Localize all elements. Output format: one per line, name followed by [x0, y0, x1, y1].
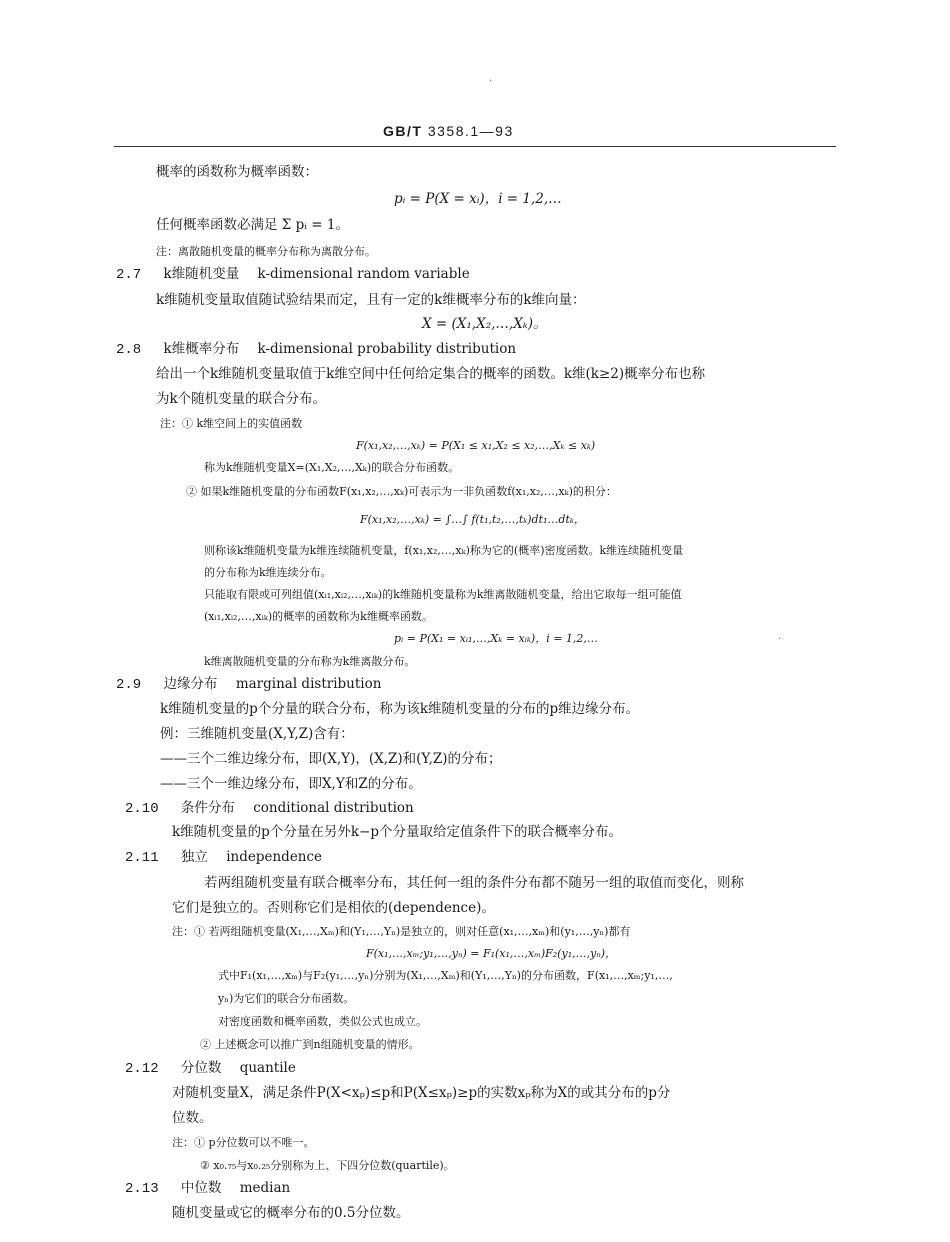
text-line: 任何概率函数必满足 Σ pᵢ = 1。 [156, 217, 349, 233]
section-heading-2-7 [116, 268, 470, 282]
section-heading-2-8 [116, 343, 516, 357]
section-heading-2-12 [125, 1062, 296, 1076]
note: 则称该k维随机变量为k维连续随机变量，f(x₁,x₂,…,xₖ)称为它的(概率)密度函数。k维连续随机变量 [204, 544, 684, 557]
section-number: 2.9 [116, 677, 142, 693]
example: ——三个一维边缘分布，即X,Y和Z的分布。 [160, 776, 422, 792]
note: yₙ)为它们的联合分布函数。 [218, 992, 355, 1005]
section-number: 2.13 [125, 1181, 159, 1197]
section-number: 2.10 [125, 801, 159, 817]
note: 称为k维随机变量X=(X₁,X₂,…,Xₖ)的联合分布函数。 [204, 461, 460, 474]
note: k维离散随机变量的分布称为k维离散分布。 [204, 655, 416, 668]
definition: 为k个随机变量的联合分布。 [156, 391, 327, 407]
term-en: conditional distribution [253, 800, 414, 816]
header-rule [114, 146, 836, 147]
note: 对密度函数和概率函数，类似公式也成立。 [218, 1015, 427, 1028]
section-number: 2.7 [116, 267, 142, 283]
note: ② 上述概念可以推广到n组随机变量的情形。 [200, 1038, 420, 1051]
term-en: k-dimensional random variable [257, 266, 470, 282]
term-en: median [239, 1180, 291, 1196]
formula: pᵢ = P(X = xᵢ)，i = 1,2,… [394, 191, 562, 207]
scan-dot: · [778, 634, 782, 645]
term-zh: k维概率分布 [163, 341, 240, 357]
term-zh: 分位数 [180, 1060, 222, 1076]
formula: F(x₁,x₂,…,xₖ) = P(X₁ ≤ x₁,X₂ ≤ x₂,…,Xₖ ≤ xₖ) [356, 439, 596, 452]
example: 例：三维随机变量(X,Y,Z)含有： [160, 726, 354, 742]
note: 的分布称为k维连续分布。 [204, 566, 332, 579]
section-heading-2-10 [125, 802, 414, 816]
formula: X = (X₁,X₂,…,Xₖ)。 [422, 316, 547, 332]
standard-number: 3358.1—93 [427, 123, 514, 139]
text-line: 概率的函数称为概率函数： [156, 164, 318, 180]
standard-prefix: GB/T [383, 123, 423, 139]
page-header [383, 123, 514, 139]
note: ② 如果k维随机变量的分布函数F(x₁,x₂,…,xₖ)可表示为一非负函数f(x₁,x₂,…,xₖ)的积分： [186, 485, 617, 498]
term-en: k-dimensional probability distribution [257, 341, 517, 357]
note: (xᵢ₁,xᵢ₂,…,xᵢₖ)的概率的函数称为k维概率函数。 [204, 610, 433, 623]
section-number: 2.12 [125, 1061, 159, 1077]
section-heading-2-9 [116, 678, 381, 692]
term-zh: 独立 [180, 849, 208, 865]
note: 式中F₁(x₁,…,xₘ)与F₂(y₁,…,yₙ)分别为(X₁,…,Xₘ)和(Y₁,…,Yₙ)的分布函数，F(x₁,…,xₘ;y₁,…, [218, 969, 673, 982]
definition: k维随机变量的p个分量的联合分布，称为该k维随机变量的分布的p维边缘分布。 [160, 701, 640, 717]
definition: k维随机变量的p个分量在另外k−p个分量取给定值条件下的联合概率分布。 [172, 824, 622, 840]
note: 只能取有限或可列组值(xᵢ₁,xᵢ₂,…,xᵢₖ)的k维随机变量称为k维离散随机变量，给出它取每一组可能值 [204, 588, 682, 601]
definition: 位数。 [172, 1110, 213, 1126]
scan-dot: · [489, 76, 493, 87]
note: 注：① 若两组随机变量(X₁,…,Xₘ)和(Y₁,…,Yₙ)是独立的，则对任意(x₁,…,xₘ)和(y₁,…,yₙ)都有 [172, 925, 631, 938]
definition: 给出一个k维随机变量取值于k维空间中任何给定集合的概率的函数。k维(k≥2)概率分布也称 [156, 366, 706, 382]
term-zh: 边缘分布 [163, 676, 218, 692]
definition: 它们是独立的。否则称它们是相依的(dependence)。 [172, 900, 495, 916]
example: ——三个二维边缘分布，即(X,Y)，(X,Z)和(Y,Z)的分布； [160, 751, 502, 767]
note: ② x₀.₇₅与x₀.₂₅分别称为上、下四分位数(quartile)。 [200, 1159, 455, 1172]
formula: pᵢ = P(X₁ = xᵢ₁,…,Xₖ = xᵢₖ)，i = 1,2,… [394, 632, 598, 645]
term-zh: 条件分布 [180, 800, 235, 816]
term-zh: 中位数 [180, 1180, 222, 1196]
note: 注：离散随机变量的概率分布称为离散分布。 [156, 245, 376, 258]
section-heading-2-11 [125, 851, 322, 865]
note: 注：① p分位数可以不唯一。 [172, 1136, 315, 1149]
section-heading-2-13 [125, 1182, 290, 1196]
term-zh: k维随机变量 [163, 266, 240, 282]
formula: F(x₁,…,xₘ;y₁,…,yₙ) = F₁(x₁,…,xₘ)F₂(y₁,…,yₙ)， [366, 947, 617, 960]
term-en: marginal distribution [235, 676, 382, 692]
section-number: 2.11 [125, 850, 159, 866]
note: 注：① k维空间上的实值函数 [160, 417, 303, 430]
definition: 随机变量或它的概率分布的0.5分位数。 [172, 1205, 410, 1221]
definition: 若两组随机变量有联合概率分布，其任何一组的条件分布都不随另一组的取值而变化，则称 [204, 875, 744, 891]
formula: F(x₁,x₂,…,xₖ) = ∫…∫ f(t₁,t₂,…,tₖ)dt₁…dtₖ， [360, 513, 585, 526]
term-en: independence [226, 849, 323, 865]
definition: 对随机变量X，满足条件P(X<xₚ)≤p和P(X≤xₚ)≥p的实数xₚ称为X的或其分布的p分 [172, 1085, 671, 1101]
term-en: quantile [239, 1060, 296, 1076]
definition: k维随机变量取值随试验结果而定，且有一定的k维概率分布的k维向量： [156, 292, 586, 308]
section-number: 2.8 [116, 342, 142, 358]
